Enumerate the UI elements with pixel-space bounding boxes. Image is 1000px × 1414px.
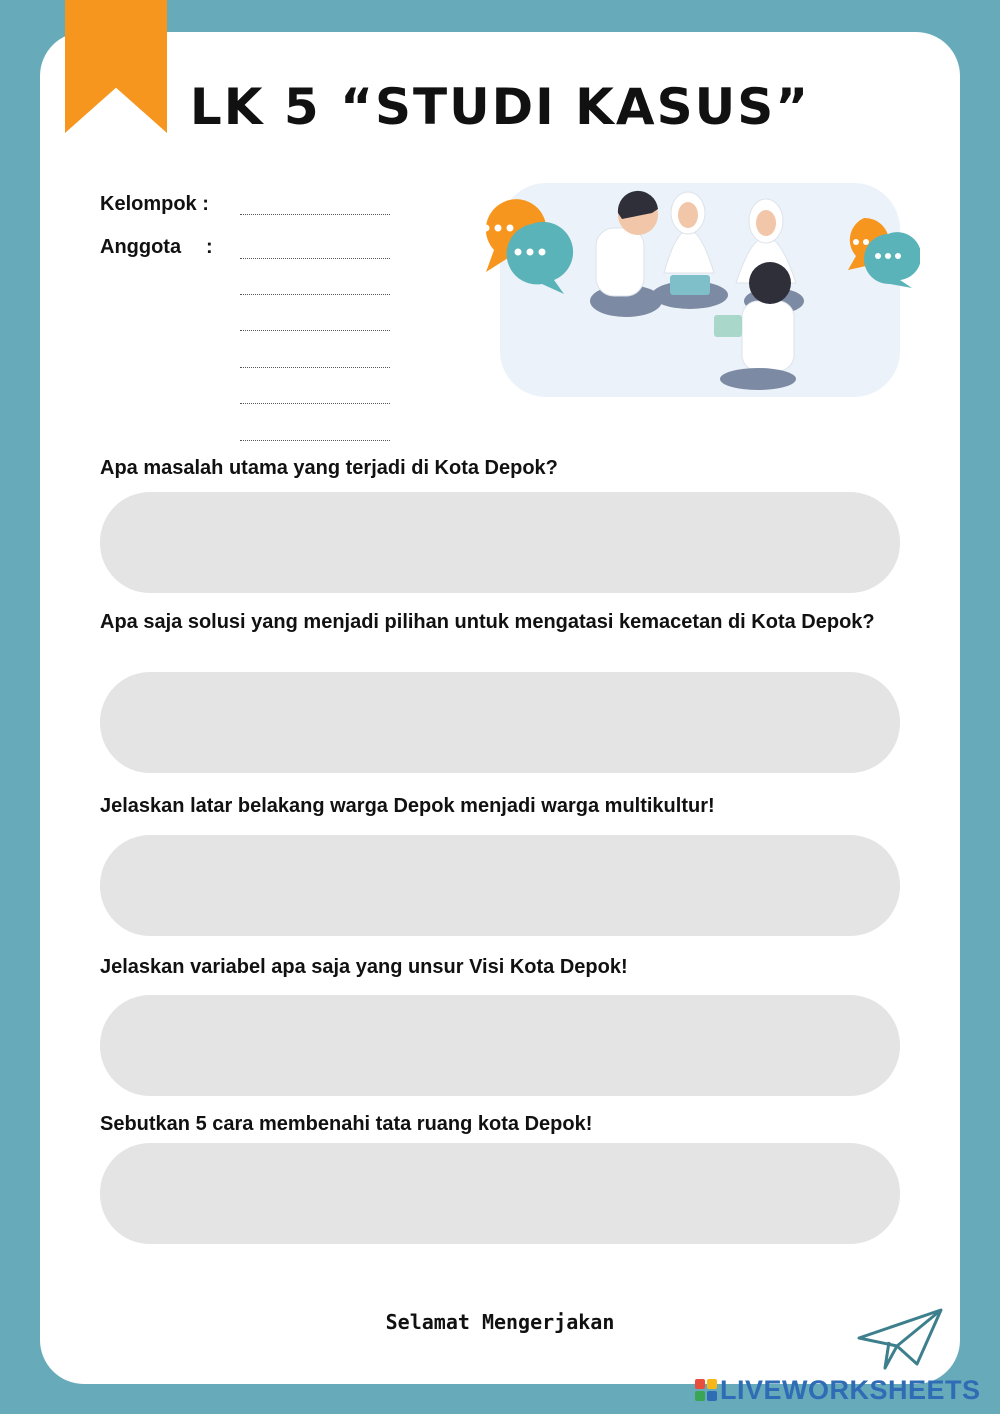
members-colon: : — [206, 236, 213, 258]
question-3: Jelaskan latar belakang warga Depok menjadi warga multikultur! — [100, 795, 715, 817]
answer-box-1[interactable] — [100, 492, 900, 593]
answer-box-2[interactable] — [100, 672, 900, 773]
question-2: Apa saja solusi yang menjadi pilihan untuk mengatasi kemacetan di Kota Depok? — [100, 611, 875, 633]
closing-message: Selamat Mengerjakan — [385, 1310, 615, 1334]
brand-name: LIVEWORKSHEETS — [720, 1374, 981, 1405]
answer-box-5[interactable] — [100, 1143, 900, 1244]
member-line[interactable] — [240, 440, 390, 441]
member-line[interactable] — [240, 330, 390, 331]
liveworksheets-brand[interactable] — [695, 1374, 981, 1406]
group-label: Kelompok : — [100, 193, 209, 215]
member-line[interactable] — [240, 258, 390, 259]
members-label: Anggota — [100, 236, 182, 258]
group-name-line[interactable] — [240, 214, 390, 215]
paper-plane-icon — [855, 1306, 945, 1372]
member-line[interactable] — [240, 403, 390, 404]
chat-bubble-icon — [460, 180, 920, 410]
question-4: Jelaskan variabel apa saja yang unsur Visi Kota Depok! — [100, 956, 628, 978]
question-1: Apa masalah utama yang terjadi di Kota Depok? — [100, 457, 558, 479]
question-5: Sebutkan 5 cara membenahi tata ruang kota Depok! — [100, 1113, 593, 1135]
member-line[interactable] — [240, 294, 390, 295]
worksheet-title: LK 5 “STUDI KASUS” — [189, 78, 811, 136]
liveworksheets-logo-icon — [695, 1379, 717, 1401]
member-line[interactable] — [240, 367, 390, 368]
answer-box-4[interactable] — [100, 995, 900, 1096]
answer-box-3[interactable] — [100, 835, 900, 936]
